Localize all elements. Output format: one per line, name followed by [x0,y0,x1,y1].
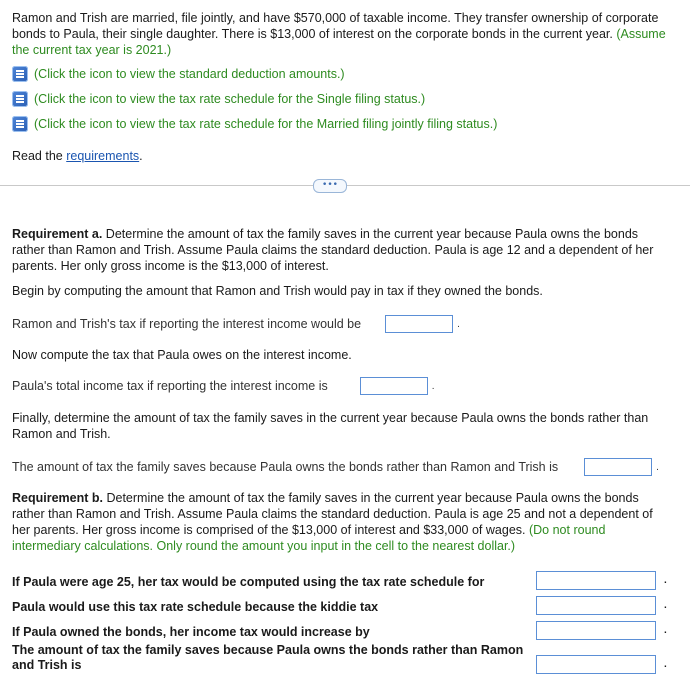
married-jointly-schedule-link[interactable] [12,114,674,134]
b-row-family-savings-label: The amount of tax the family saves because Paula owns the bonds rather than Ramon and Trish is [12,643,524,672]
period: . [457,318,460,330]
step-3-text: Finally, determine the amount of tax the family saves in the current year because Paula owns the bonds rather than Ramon and Trish. [12,411,649,441]
step-2-text: Now compute the tax that Paula owes on the interest income. [12,348,352,362]
family-tax-savings-input[interactable] [584,458,652,476]
period: . [664,659,667,670]
intro-text: Ramon and Trish are married, file jointly, and have $570,000 of taxable income. They transfer ownership of corporate bonds to Paula, their single daughter. There is $13,000 of interest on the corporate bonds in the current year. [12,11,659,41]
read-requirements-line [12,148,674,164]
rounding-note: (Do not round intermediary calculations. Only round the amount you input in the cell to the nearest dollar.) [12,523,606,553]
period: . [431,380,435,392]
question-2-row [12,377,674,395]
paula-tax-input[interactable] [360,377,428,395]
book-icon[interactable] [12,91,28,107]
married-jointly-schedule-link-label[interactable]: (Click the icon to view the tax rate schedule for the Married filing jointly filing status.) [34,117,498,131]
requirement-b-body: Determine the amount of tax the family saves in the current year because Paula owns the bonds rather than Ramon and Trish. Assume Paula claims the standard deduction. Paula is age 25 and not a dependent of her parents. Her gross income is comprised of the $13,000 of interest and $33,000 of wages. [12,491,653,537]
read-requirements-prefix: Read the [12,149,67,163]
requirements-link[interactable]: requirements [66,149,140,163]
period: . [664,625,667,636]
requirement-b-text [12,490,674,554]
b-row-tax-increase-label: If Paula owned the bonds, her income tax would increase by [12,625,370,639]
question-3-label: The amount of tax the family saves because Paula owns the bonds rather than Ramon and Trish is [12,460,559,474]
problem-intro-section [12,10,674,164]
requirement-a-title: Requirement a. [12,227,103,241]
ramon-trish-tax-input[interactable] [385,315,453,333]
b-row-kiddie-tax-label: Paula would use this tax rate schedule because the kiddie tax [12,600,379,614]
problem-intro [12,10,674,58]
book-icon[interactable] [12,66,28,82]
single-schedule-link-label[interactable]: (Click the icon to view the tax rate schedule for the Single filing status.) [34,92,426,106]
standard-deduction-link[interactable] [12,64,674,84]
book-icon[interactable] [12,116,28,132]
question-1-row [12,315,674,333]
tax-year-note: (Assume the current tax year is 2021.) [12,27,666,57]
kiddie-tax-select[interactable] [536,596,656,615]
period: . [664,575,667,586]
question-2-label: Paula's total income tax if reporting the interest income is [12,379,328,393]
tax-increase-input[interactable] [536,621,656,640]
question-1-label: Ramon and Trish's tax if reporting the interest income would be [12,317,362,331]
requirement-a-text [12,226,674,274]
question-3-row [12,458,674,476]
requirement-a-section [12,226,674,554]
tax-rate-schedule-select[interactable] [536,571,656,590]
period: . [656,461,659,473]
requirement-b-title: Requirement b. [12,491,103,505]
requirement-a-body: Determine the amount of tax the family saves in the current year because Paula owns the bonds rather than Ramon and Trish. Assume Paula claims the standard deduction. Paula is age 12 and a dependent of her parents. Her only gross income is the $13,000 of interest. [12,227,654,273]
single-schedule-link[interactable] [12,89,674,109]
b-row-schedule-label: If Paula were age 25, her tax would be computed using the tax rate schedule for [12,575,485,589]
period: . [664,600,667,611]
expand-more-button[interactable]: ••• [313,179,347,193]
step-1-text: Begin by computing the amount that Ramon and Trish would pay in tax if they owned the bonds. [12,284,543,298]
standard-deduction-link-label[interactable]: (Click the icon to view the standard deduction amounts.) [34,67,345,81]
read-requirements-suffix: . [139,149,143,163]
family-savings-b-input[interactable] [536,655,656,674]
